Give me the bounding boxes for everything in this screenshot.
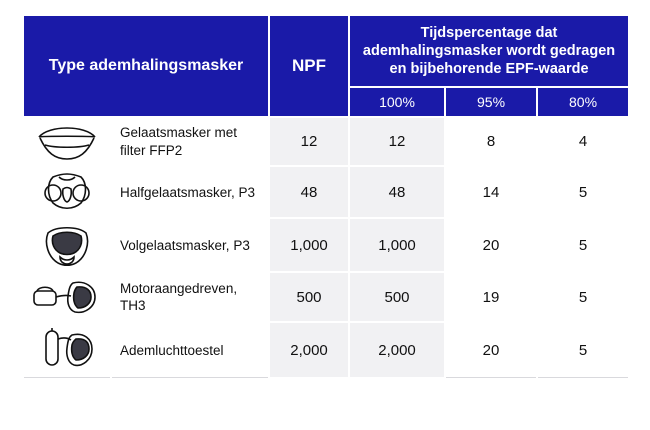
header-epf-group: Tijdspercentage dat ademhalingsmasker wordt gedragen en bijbehorende EPF-waarde (349, 15, 629, 87)
cell-npf: 1,000 (269, 218, 349, 272)
full-face-mask-p3-icon (23, 218, 111, 272)
cell-pct-95: 14 (445, 166, 537, 218)
row-label: Volgelaatsmasker, P3 (111, 218, 269, 272)
table-header (23, 15, 629, 117)
table-row (23, 322, 629, 378)
cell-pct-95: 19 (445, 272, 537, 322)
cell-pct-95: 20 (445, 322, 537, 378)
row-label: Halfgelaatsmasker, P3 (111, 166, 269, 218)
row-label: Ademluchttoestel (111, 322, 269, 378)
filtering-half-mask-ffp2-icon (23, 117, 111, 166)
cell-pct-100: 12 (349, 117, 445, 166)
header-pct-100: 100% (349, 87, 445, 117)
table-row (23, 218, 629, 272)
cell-pct-100: 48 (349, 166, 445, 218)
header-pct-95: 95% (445, 87, 537, 117)
header-row-main (23, 15, 629, 87)
cell-npf: 48 (269, 166, 349, 218)
cell-npf: 500 (269, 272, 349, 322)
cell-npf: 12 (269, 117, 349, 166)
header-pct-80: 80% (537, 87, 629, 117)
cell-pct-95: 20 (445, 218, 537, 272)
header-npf: NPF (269, 15, 349, 117)
header-type-ademhalingsmasker: Type ademhalingsmasker (23, 15, 269, 117)
breathing-apparatus-icon (23, 322, 111, 378)
cell-pct-80: 5 (537, 272, 629, 322)
cell-pct-100: 500 (349, 272, 445, 322)
table-row (23, 272, 629, 322)
cell-pct-80: 5 (537, 218, 629, 272)
cell-pct-80: 5 (537, 166, 629, 218)
cell-pct-100: 1,000 (349, 218, 445, 272)
cell-pct-95: 8 (445, 117, 537, 166)
table-row (23, 166, 629, 218)
row-label: Motoraangedreven, TH3 (111, 272, 269, 322)
powered-air-hood-th3-icon (23, 272, 111, 322)
table-body (23, 117, 629, 378)
half-face-mask-p3-icon (23, 166, 111, 218)
cell-pct-100: 2,000 (349, 322, 445, 378)
cell-npf: 2,000 (269, 322, 349, 378)
respirator-protection-table (22, 14, 630, 379)
cell-pct-80: 4 (537, 117, 629, 166)
row-label: Gelaatsmasker met filter FFP2 (111, 117, 269, 166)
table-row (23, 117, 629, 166)
cell-pct-80: 5 (537, 322, 629, 378)
